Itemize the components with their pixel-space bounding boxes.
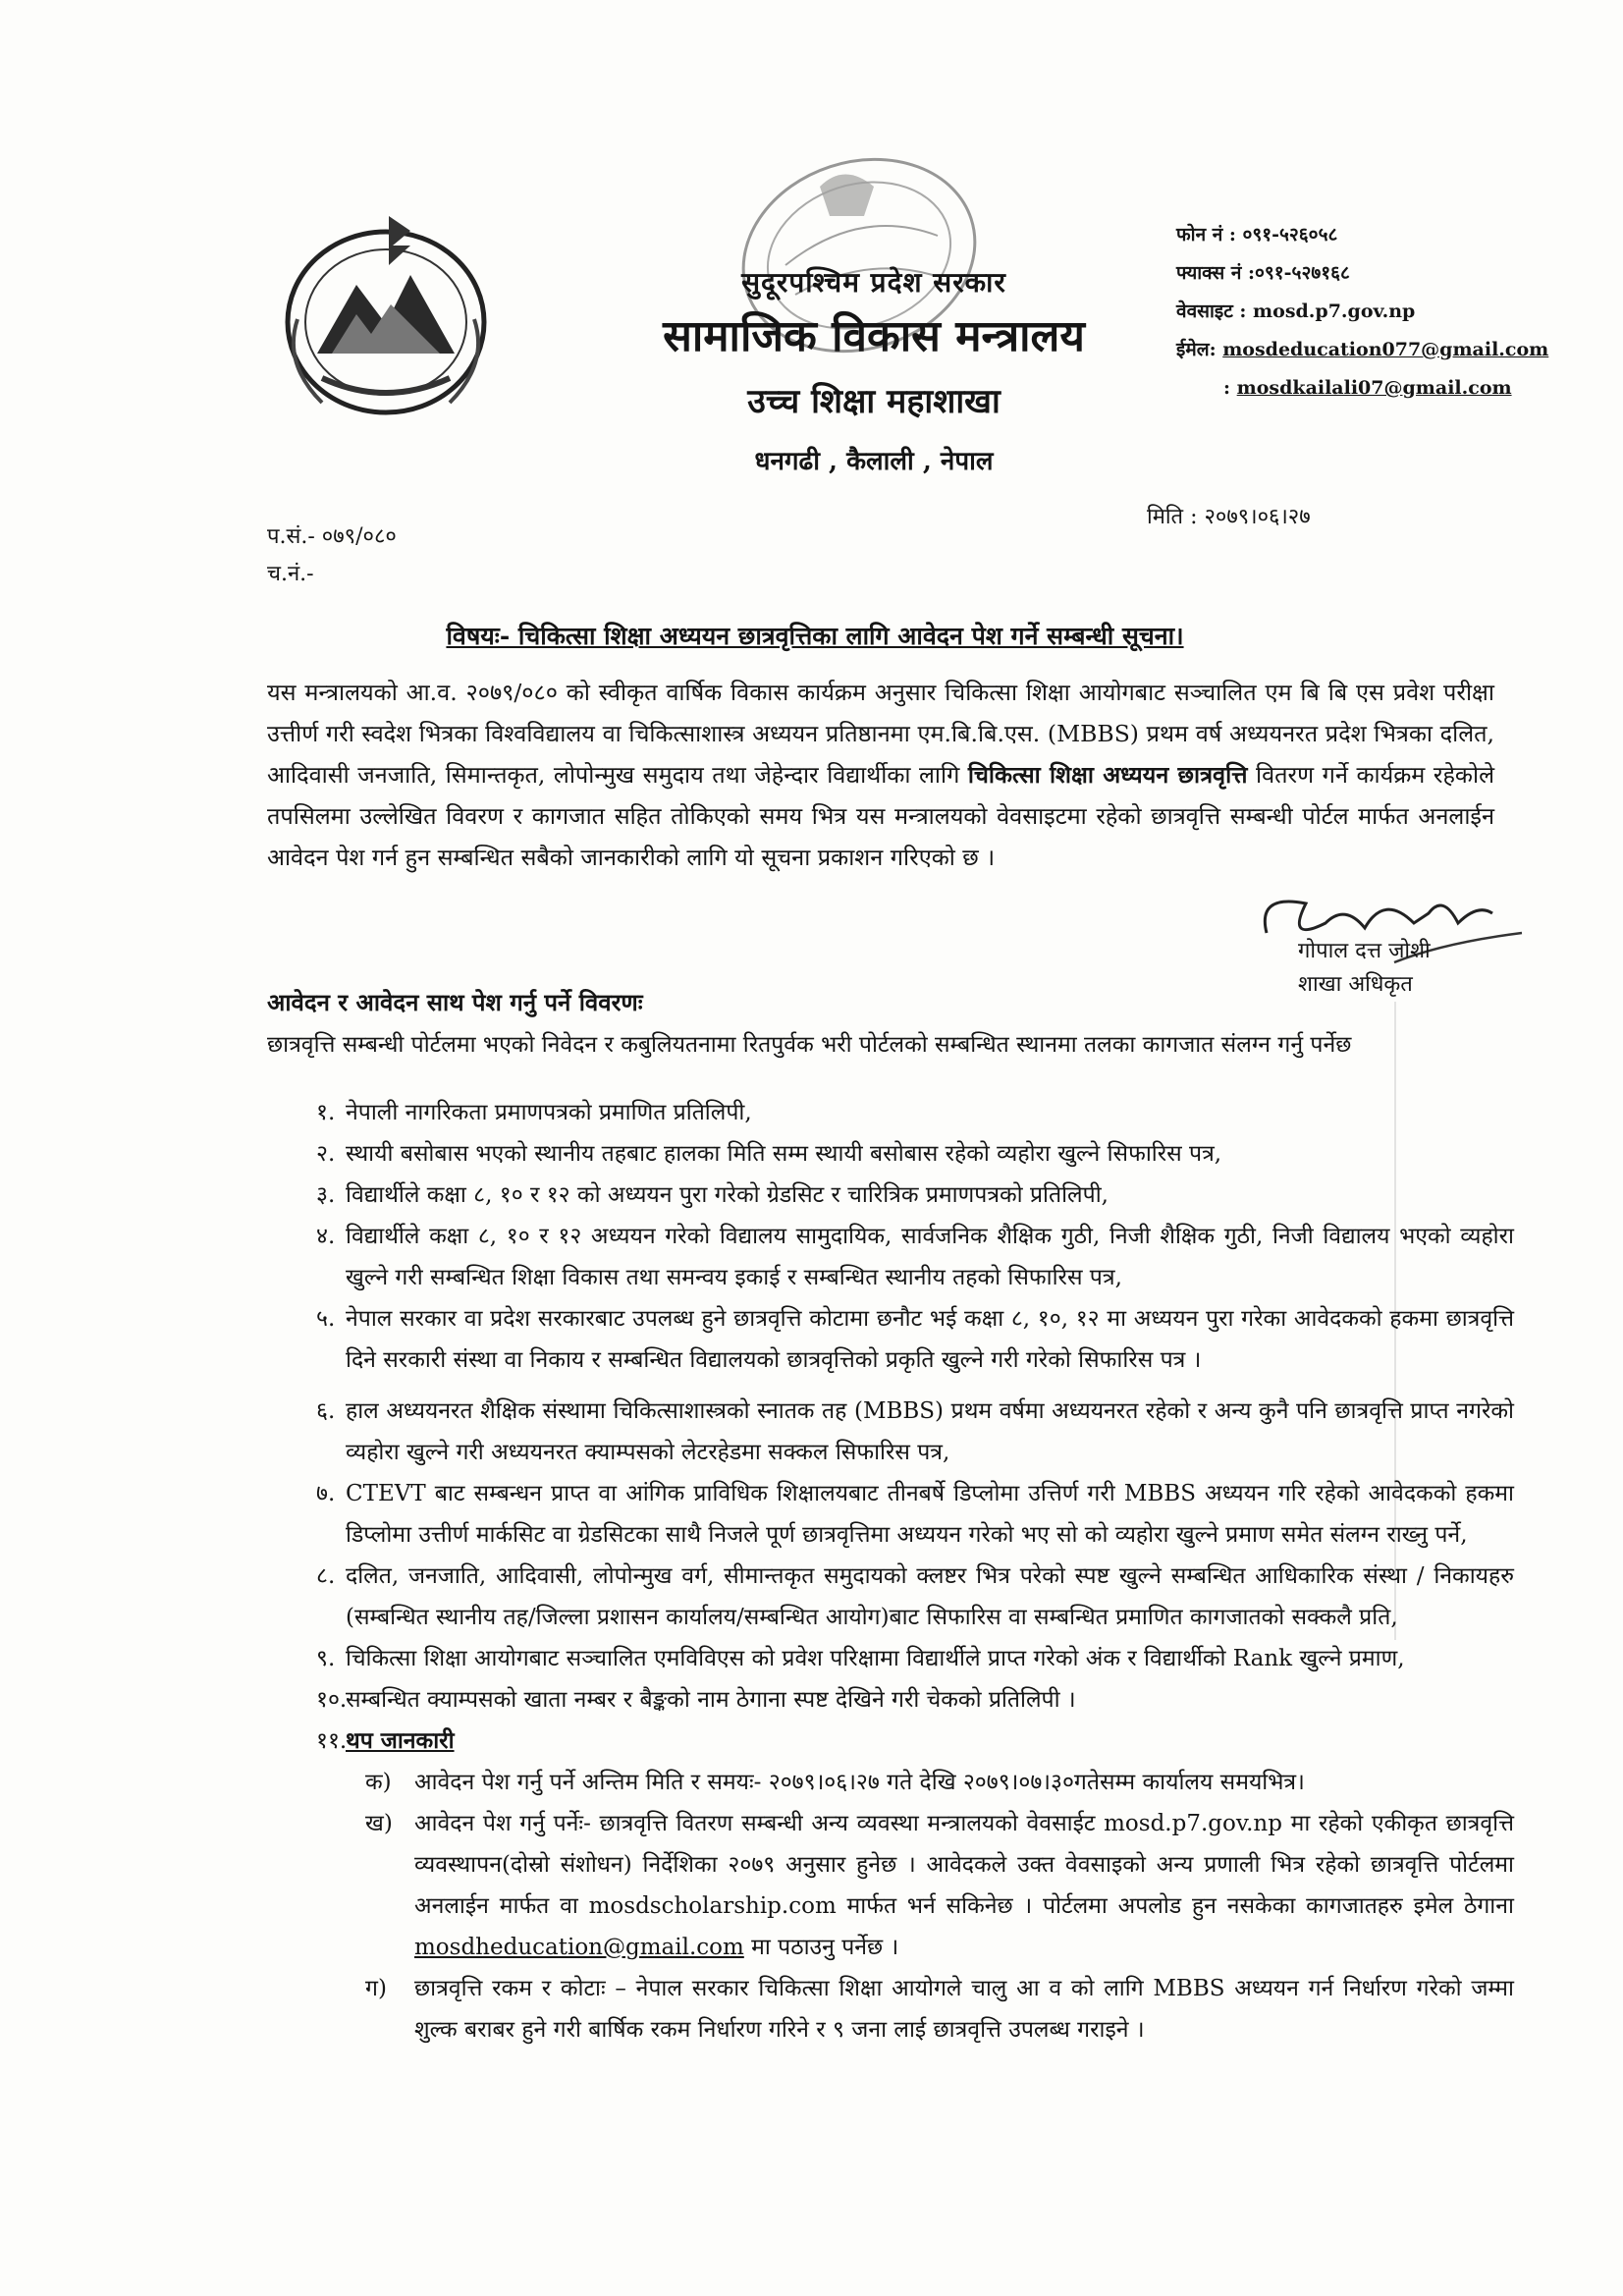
province-name: सुदूरपश्चिम प्रदेश सरकार [741,266,1006,299]
email-link-1[interactable]: mosdeducation077@gmail.com [1222,339,1549,360]
email-link-2[interactable]: mosdkailali07@gmail.com [1236,377,1512,399]
requirements-list [267,1092,1514,2050]
sub-item: ख) आवेदन पेश गर्नु पर्नेः- छात्रवृत्ति वितरण सम्बन्धी अन्य व्यवस्था मन्त्रालयको वेवसाईट mosd.p7.gov.np मा रहेको एकीकृत छात्रवृत्ति व्यवस्थापन(दोस्रो संशोधन) निर्देशिका २०७९ अनुसार हुनेछ । आवेदकले उक्त वेवसाइको अन्य प्रणाली भित्र रहेको छात्रवृत्ति पोर्टलमा अनलाईन मार्फत वा mosdscholarship.com मार्फत भर्न सकिनेछ । पोर्टलमा अपलोड हुन नसकेका कागजातहरु इमेल ठेगाना mosdheducation@gmail.com मा पठाउनु पर्नेछ । [365,1811,1514,1960]
email-row [1176,331,1548,369]
list-item: १०. सम्बन्धित क्याम्पसको खाता नम्बर र बैङ्कको नाम ठेगाना स्पष्ट देखिने गरी चेकको प्रतिलिपी । [316,1687,1076,1713]
government-emblem-icon [263,206,509,422]
list-item: ६. हाल अध्ययनरत शैक्षिक संस्थामा चिकित्साशास्त्रको स्नातक तह (MBBS) प्रथम वर्षमा अध्ययनरत रहेको र अन्य कुनै पनि छात्रवृत्ति प्राप्त नगरेको व्यहोरा खुल्ने गरी अध्ययनरत क्याम्पसको लेटरहेडमा सक्कल सिफारिस पत्र, [316,1398,1514,1465]
subject-line: विषयः- चिकित्सा शिक्षा अध्ययन छात्रवृत्तिका लागि आवेदन पेश गर्ने सम्बन्धी सूचना। [446,622,1184,650]
signatory-name: गोपाल दत्त जोशी [1298,939,1431,963]
email-prefix: : [1223,377,1237,399]
office-address: धनगढी , कैलाली , नेपाल [754,447,994,476]
signatory [1298,935,1431,1002]
website: वेवसाइट : mosd.p7.gov.np [1176,301,1416,322]
division-name: उच्च शिक्षा महाशाखा [747,382,1001,421]
section-intro: छात्रवृत्ति सम्बन्धी पोर्टलमा भएको निवेदन र कबुलियतनामा रितपुर्वक भरी पोर्टलको सम्बन्धित स्थानमा तलका कागजात संलग्न गर्नु पर्नेछ [267,1032,1352,1058]
section-title: आवेदन र आवेदन साथ पेश गर्नु पर्ने विवरणः [267,988,643,1016]
signatory-title: शाखा अधिकृत [1298,972,1413,997]
list-item: ४. विद्यार्थीले कक्षा ८, १० र १२ अध्ययन गरेको विद्यालय सामुदायिक, सार्वजनिक शैक्षिक गुठी, निजी शैक्षिक गुठी, निजी विद्यालय भएको व्यहोरा खुल्ने गरी सम्बन्धित शिक्षा विकास तथा समन्वय इकाई र सम्बन्धित स्थानीय तहको सिफारिस पत्र, [316,1224,1514,1290]
list-item: ८. दलित, जनजाति, आदिवासी, लोपोन्मुख वर्ग, सीमान्तकृत समुदायको क्लष्टर भित्र परेको स्पष्ट खुल्ने सम्बन्धित आधिकारिक संस्था / निकायहरु (सम्बन्धित स्थानीय तह/जिल्ला प्रशासन कार्यालय/सम्बन्धित आयोग)बाट सिफारिस वा सम्बन्धित प्रमाणित कागजातको सक्कलै प्रति, [316,1563,1514,1630]
sub-item: ग) छात्रवृत्ति रकम र कोटाः – नेपाल सरकार चिकित्सा शिक्षा आयोगले चालु आ व को लागि MBBS अध्ययन गर्न निर्धारण गरेको जम्मा शुल्क बराबर हुने गरी बार्षिक रकम निर्धारण गरिने र ९ जना लाई छात्रवृत्ति उपलब्ध गराइने । [365,1976,1514,2043]
list-item-extra: ११. थप जानकारी [316,1727,455,1754]
extra-info-title: थप जानकारी [346,1727,455,1754]
phone-number: फोन नं : ०९१-५२६०५८ [1176,224,1338,246]
sub-item: क) आवेदन पेश गर्नु पर्ने अन्तिम मिति र समयः- २०७९।०६।२७ गते देखि २०७९।०७।३०गतेसम्म कार्यालय समयभित्र। [365,1770,1305,1795]
reference-block [267,519,397,593]
email-label: ईमेल: [1176,339,1223,360]
list-item: ९. चिकित्सा शिक्षा आयोगबाट सञ्चालित एमविविएस को प्रवेश परिक्षामा विद्यार्थीले प्राप्त गरेको अंक र विद्यार्थीको Rank खुल्ने प्रमाण, [316,1646,1405,1671]
letter-date: मिति : २०७९।०६।२७ [1147,505,1311,529]
contact-block [1176,216,1548,408]
list-item: ५. नेपाल सरकार वा प्रदेश सरकारबाट उपलब्ध हुने छात्रवृत्ति कोटामा छनौट भई कक्षा ८, १०, १२ मा अध्ययन पुरा गरेका आवेदकको हकमा छात्रवृत्ति दिने सरकारी संस्था वा निकाय र सम्बन्धित विद्यालयको छात्रवृत्तिको प्रकृति खुल्ने गरी गरेको सिफारिस पत्र । [316,1306,1514,1373]
list-item: ३. विद्यार्थीले कक्षा ८, १० र १२ को अध्ययन पुरा गरेको ग्रेडसिट र चारित्रिक प्रमाणपत्रको प्रतिलिपी, [316,1182,1109,1208]
list-item: २. स्थायी बसोबास भएको स्थानीय तहबाट हालका मिति सम्म स्थायी बसोबास रहेको व्यहोरा खुल्ने सिफारिस पत्र, [316,1141,1222,1167]
dispatch-number: च.नं.- [267,562,314,586]
ministry-name: सामाजिक विकास मन्त्रालय [663,311,1085,361]
notice-body [267,672,1494,878]
letterhead [550,263,1198,477]
body-bold: चिकित्सा शिक्षा अध्ययन छात्रवृत्ति [967,761,1248,789]
body-text-1: यस मन्त्रालयको आ.व. २०७९/०८० को स्वीकृत वार्षिक विकास कार्यक्रम अनुसार चिकित्सा शिक्षा आयोगबाट सञ्चालित एम बि बि एस प्रवेश परीक्षा उत्तीर्ण गरी स्वदेश भित्रका विश्वविद्यालय वा चिकित्साशास्त्र अध्ययन प्रतिष्ठानमा एम.बि.बि.एस. (MBBS) प्रथम वर्ष अध्ययनरत प्रदेश भित्रका दलित, आदिवासी जनजाति, सिमान्तकृत, लोपोन्मुख समुदाय तथा जेहेन्दार विद्यार्थीका लागि [267,679,1494,789]
body-text-2: वितरण गर्ने कार्यक्रम रहेकोले तपसिलमा उल्लेखित विवरण र कागजात सहित तोकिएको समय भित्र यस मन्त्रालयको वेवसाइटमा रहेको छात्रवृत्ति सम्बन्धी पोर्टल मार्फत अनलाईन आवेदन पेश गर्न हुन सम्बन्धित सबैको जानकारीको लागि यो सूचना प्रकाशन गरिएको छ । [267,761,1495,871]
list-item: १. नेपाली नागरिकता प्रमाणपत्रको प्रमाणित प्रतिलिपी, [316,1100,752,1125]
email-row-2 [1176,369,1548,408]
fax-number: फ्याक्स नं :०९१-५२७१६८ [1176,262,1350,284]
letter-number: प.सं.- ०७९/०८० [267,524,397,549]
submission-email-link[interactable]: mosdheducation@gmail.com [414,1935,744,1960]
list-item: ७. CTEVT बाट सम्बन्धन प्राप्त वा आंगिक प्राविधिक शिक्षालयबाट तीनबर्षे डिप्लोमा उत्तिर्ण गरी MBBS अध्ययन गरि रहेको आवेदकको हकमा डिप्लोमा उत्तीर्ण मार्कसिट वा ग्रेडसिटका साथै निजले पूर्ण छात्रवृत्तिमा अध्ययन गरेको भए सो को व्यहोरा खुल्ने प्रमाण समेत संलग्न राख्नु पर्ने, [316,1481,1514,1548]
